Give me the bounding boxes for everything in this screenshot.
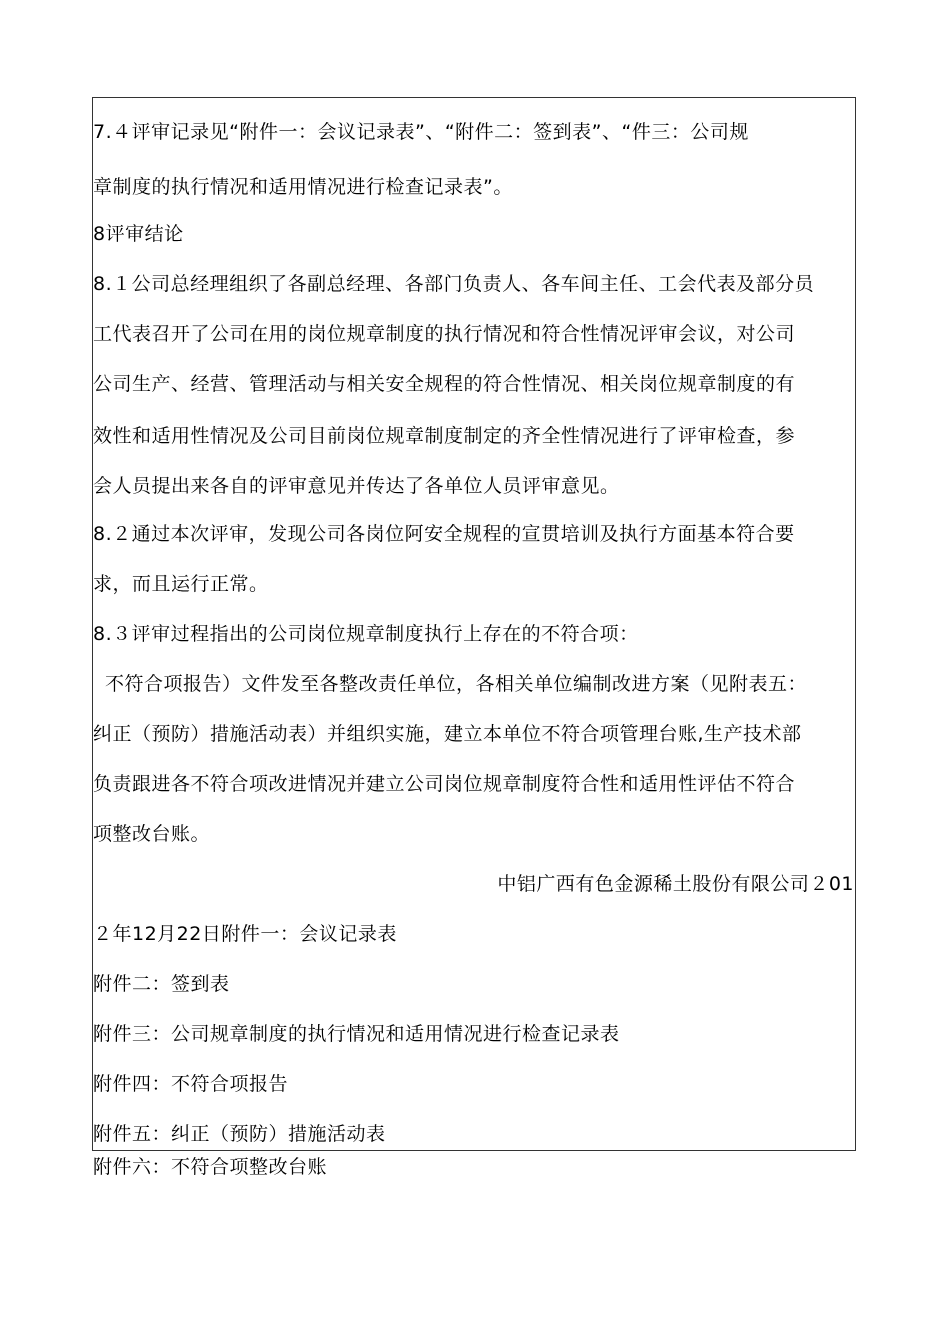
paragraph-8-2-line-2: 求，而且运行正常。 [93, 573, 269, 595]
paragraph-8-1-line-5: 会人员提出来各自的评审意见并传达了各单位人员评审意见。 [93, 475, 620, 497]
paragraph-8-1-line-4: 效性和适用性情况及公司目前岗位规章制度制定的齐全性情况进行了评审检查，参 [93, 425, 796, 447]
paragraph-8-3-line-2: 不符合项报告）文件发至各整改责任单位，各相关单位编制改进方案（见附表五： [105, 673, 808, 695]
paragraph-8-2-line-1: 8.２通过本次评审，发现公司各岗位阿安全规程的宣贯培训及执行方面基本符合要 [93, 523, 795, 545]
section-heading-8: 8评审结论 [93, 223, 184, 245]
attachment-3: 附件三：公司规章制度的执行情况和适用情况进行检查记录表 [93, 1023, 620, 1045]
paragraph-7-4-line-2: 章制度的执行情况和适用情况进行检查记录表”。 [93, 176, 513, 198]
attachment-5: 附件五：纠正（预防）措施活动表 [93, 1123, 386, 1145]
attachment-2: 附件二：签到表 [93, 973, 230, 995]
date-and-attachment-1: ２年12月22日附件一：会议记录表 [93, 923, 397, 945]
paragraph-8-3-line-1: 8.３评审过程指出的公司岗位规章制度执行上存在的不符合项： [93, 623, 639, 645]
paragraph-8-3-line-4: 负责跟进各不符合项改进情况并建立公司岗位规章制度符合性和适用性评估不符合 [93, 773, 796, 795]
paragraph-8-1-line-2: 工代表召开了公司在用的岗位规章制度的执行情况和符合性情况评审会议，对公司 [93, 323, 796, 345]
attachment-6: 附件六：不符合项整改台账 [93, 1156, 328, 1178]
paragraph-8-3-line-3: 纠正（预防）措施活动表）并组织实施，建立本单位不符合项管理台账,生产技术部 [93, 723, 802, 745]
paragraph-8-1-line-1: 8.１公司总经理组织了各副总经理、各部门负责人、各车间主任、工会代表及部分员 [93, 273, 815, 295]
paragraph-7-4-line-1: 7.４评审记录见“附件一：会议记录表”、“附件二：签到表”、“件三：公司规 [93, 121, 749, 143]
paragraph-8-3-line-5: 项整改台账。 [93, 823, 211, 845]
company-signature: 中铝广西有色金源稀土股份有限公司２01 [497, 873, 854, 895]
paragraph-8-1-line-3: 公司生产、经营、管理活动与相关安全规程的符合性情况、相关岗位规章制度的有 [93, 373, 796, 395]
attachment-4: 附件四：不符合项报告 [93, 1073, 289, 1095]
